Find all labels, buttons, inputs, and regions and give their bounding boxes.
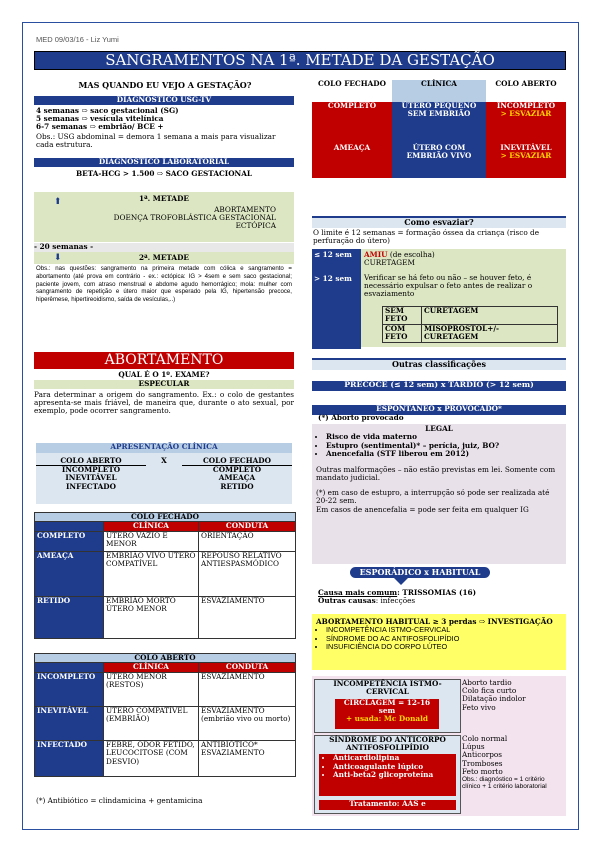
aborto-provocado: (*) Aborto provocado <box>318 413 404 422</box>
clinical-presentation-box: APRESENTAÇÃO CLÍNICA COLO ABERTO INCOMPLETO INEVITÁVEL INFECTADO X COLO FECHADO COMPLETO AMEAÇA RETIDO <box>36 443 292 504</box>
first-exam: QUAL É O 1º. EXAME? <box>118 370 210 379</box>
page-title: SANGRAMENTOS NA 1ª. METADE DA GESTAÇÃO <box>34 51 566 70</box>
lab-title: DIAGNÓSTICO LABORATORIAL <box>34 158 294 167</box>
habitual-box: ABORTAMENTO HABITUAL ≥ 3 perdas ⇨ INVESTIGAÇÃO • INCOMPETÊNCIA ISTMO-CERVICAL • SÍNDROME DO AC ANTIFOSFOLIPÍDIO • INSUFICIÊNCIA DO CORPO LÚTEO <box>312 614 566 670</box>
como-limit: O limite é 12 semanas = formação óssea da criança (risco de perfuração do útero) <box>313 228 540 246</box>
habitual-list: • INCOMPETÊNCIA ISTMO-CERVICAL • SÍNDROME DO AC ANTIFOSFOLIPÍDIO • INSUFICIÊNCIA DO CORPO LÚTEO <box>312 626 566 652</box>
first-half-box: ⬆ 1ª. METADE ABORTAMENTO DOENÇA TROFOBLÁSTICA GESTACIONAL ECTÓPICA <box>34 192 294 242</box>
especular: ESPECULAR <box>34 380 294 389</box>
lab-line: BETA-HCG > 1.500 ⇨ SACO GESTACIONAL <box>75 169 253 178</box>
header-note: MED 09/03/16 - Liz Yumi <box>36 35 119 44</box>
weeks-20: - 20 semanas - <box>34 243 294 252</box>
saf-items-box: • Anticardiolipina • Anticoagulante lúpico • Anti-beta2 glicoproteína <box>319 754 456 796</box>
causes-detail-box: INCOMPETÊNCIA ISTMO-CERVICAL CIRCLAGEM = 12-16 sem + usada: Mc Donald Aborto tardio Colo fica curto Dilatação indolor Feto vivo SÍNDROME DO ANTICORPO ANTIFOSFOLIPÍDIO • Anticardiolipina • Anticoagulante lúpico • Anti-beta2 glicoproteína Tratamento: AAS e Colo normal Lúpus Anticorpos Tromboses Feto morto Obs.: diagnóstico = 1 critério clínico + 1 critério laboratorial <box>312 676 566 816</box>
legal-box: LEGAL • Risco de vida materno • Estupro (sentimental)* – perícia, juiz, BO? • Anencefalia (STF liberou em 2012) Outras malformações – não estão previstas em lei. Somente com mandato judicial. (*) em caso de estupro, a interrupção só pode ser realizada até 20-22 sem. Em casos de anencefalia = pode ser feita em qualquer IG <box>312 424 566 564</box>
first-half-items: ABORTAMENTO DOENÇA TROFOBLÁSTICA GESTACIONAL ECTÓPICA <box>113 205 276 231</box>
como-box: ≤ 12 sem AMIU (de escolha) CURETAGEM > 12 sem Verificar se há feto ou não – se houver feto, é necessário expulsar o feto antes de realizar o esvaziamento SEM FETO CURETAGEM COM FETO MISOPROSTOL+/- CURETAGEM <box>312 249 566 347</box>
como-title: Como esvaziar? <box>312 216 566 228</box>
arrow-down-icon <box>394 578 408 585</box>
footnote: (*) Antibiótico = clindamicina + gentamicina <box>36 796 203 805</box>
abort-title: ABORTAMENTO <box>34 352 294 369</box>
summary-grid: COLO FECHADO CLÍNICA COLO ABERTO COMPLETO ÚTERO PEQUENO SEM EMBRIÃO INCOMPLETO > ESVAZIAR AMEAÇA ÚTERO COM EMBRIÃO VIVO INEVITÁVEL > ESVAZIAR <box>312 80 566 178</box>
arrow-up-icon: ⬆ <box>54 197 62 207</box>
especular-text: Para determinar a origem do sangramento. Ex.: o colo de gestantes apresenta-se mais friável, de maneira que, durante o ato sexual, por exemplo, pode ocorrer sangramento. <box>34 390 294 416</box>
circlagem-box: CIRCLAGEM = 12-16 sem + usada: Mc Donald <box>335 699 439 729</box>
colo-aberto-table: COLO ABERTO CLÍNICA CONDUTA INCOMPLETO ÚTERO MENOR (RESTOS) ESVAZIAMENTO INEVITÁVEL ÚTERO COMPATÍVEL (EMBRIÃO) ESVAZIAMENTO (embrião vivo ou morto) INFECTADO FEBRE, ODOR FÉTIDO, LEUCOCITOSE (COM DESVIO) ANTIBIÓTICO* ESVAZIAMENTO <box>34 653 296 777</box>
question-when: MAS QUANDO EU VEJO A GESTAÇÃO? <box>78 80 252 90</box>
espontaneo-provocado: ESPONTÂNEO x PROVOCADO* <box>312 405 566 415</box>
precoce-tardio: PRECOCE (≤ 12 sem) x TARDIO (> 12 sem) <box>312 381 566 391</box>
esporadico-habitual: ESPORÁDICO x HABITUAL <box>350 567 490 578</box>
second-half-box: ⬇ 2ª. METADE <box>34 252 294 264</box>
colo-fechado-table: COLO FECHADO CLÍNICA CONDUTA COMPLETO ÚTERO VAZIO E MENOR ORIENTAÇÃO AMEAÇA EMBRIÃO VIVO ÚTERO COMPATÍVEL REPOUSO RELATIVO ANTIESPASMÓDICO RETIDO EMBRIÃO MORTO ÚTERO MENOR ESVAZIAMENTO <box>34 512 296 639</box>
arrow-down-icon: ⬇ <box>54 253 62 263</box>
outras-title: Outras classificações <box>312 358 566 370</box>
legal-list: • Risco de vida materno • Estupro (sentimental)* – perícia, juiz, BO? • Anencefalia (STF liberou em 2012) <box>312 433 566 459</box>
obs-text: Obs.: nas questões: sangramento na primeira metade com cólica e sangramento = abortamento (até prova em contrário - ex.: ectópica: IG > 4sem e sem saco gestacional; paciente jovem, com atraso menstrual e abdome agudo hemorrágico; mola: mulher com sangramento de repetição e útero maior que esperado pela IG, hipertensão precoce, hiperêmese, hipertireoidismo, saída de vesículas,..) <box>36 265 292 304</box>
feto-table: SEM FETO CURETAGEM COM FETO MISOPROSTOL+/- CURETAGEM <box>382 306 558 343</box>
usg-title: DIAGNÓSTICO USG-TV <box>34 96 294 105</box>
saf-treatment: Tratamento: AAS e <box>319 800 456 810</box>
usg-obs: Obs.: USG abdominal = demora 1 semana a mais para visualizar cada estrutura. <box>36 132 276 150</box>
causas: Causa mais comum: TRISSOMIAS (16) Outras causas: infecções <box>318 588 477 606</box>
usg-lines: 4 semanas ⇨ saco gestacional (SG) 5 semanas ⇨ vesícula vitelínica 6-7 semanas ⇨ embrião/ BCE + <box>36 106 179 132</box>
